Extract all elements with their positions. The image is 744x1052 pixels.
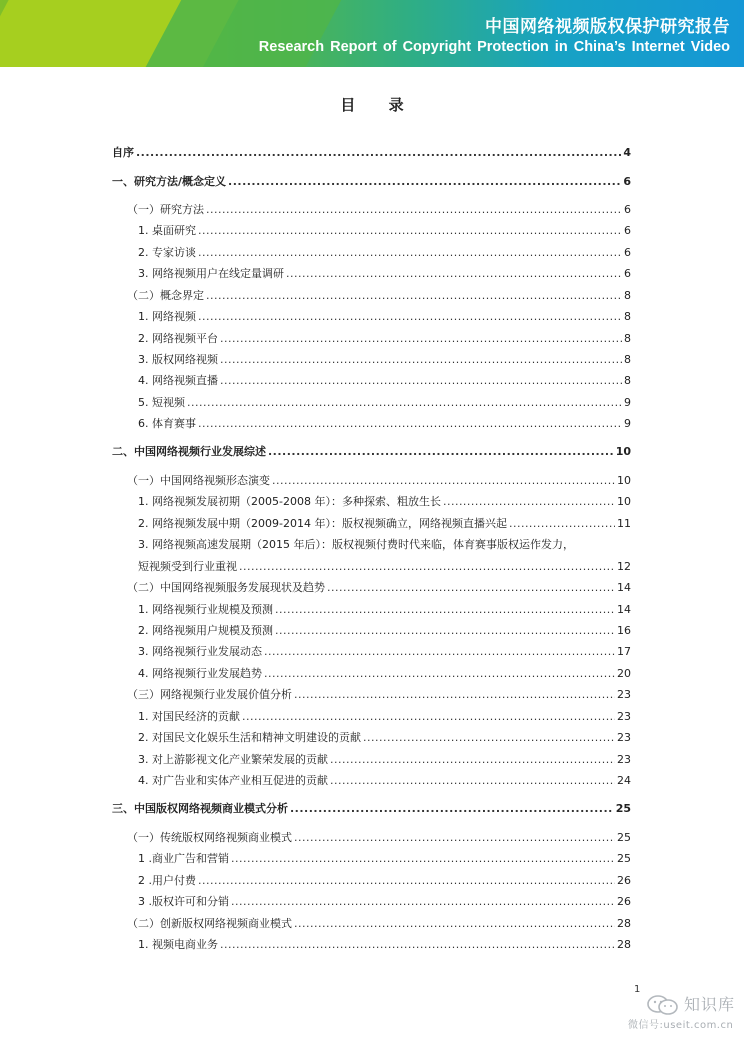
toc-leader-dots xyxy=(220,332,622,345)
report-title-en: Research Report of Copyright Protection in China’s Internet Video xyxy=(258,39,730,55)
toc-leader-dots xyxy=(294,831,615,844)
toc-entry-page: 4 xyxy=(623,146,631,159)
toc-entry-page: 17 xyxy=(617,645,631,658)
toc-entry-page: 14 xyxy=(617,581,631,594)
toc-entry-title: 3 .版权许可和分销 xyxy=(138,895,229,908)
toc-entry-page: 28 xyxy=(617,938,631,951)
toc-entry-title: 1. 网络视频 xyxy=(138,310,196,323)
toc-entry[interactable] xyxy=(112,601,631,617)
toc-entry-title: （一）中国网络视频形态演变 xyxy=(127,474,270,487)
toc-entry-page: 23 xyxy=(617,688,631,701)
toc-leader-dots xyxy=(136,146,621,159)
watermark-brand: 知识库 xyxy=(684,995,736,1014)
toc-entry-page: 20 xyxy=(617,667,631,680)
toc-entry-page: 6 xyxy=(624,224,631,237)
toc-entry[interactable] xyxy=(112,536,631,552)
toc-entry-title: 短视频受到行业重视 xyxy=(138,560,237,573)
toc-entry-page: 24 xyxy=(617,774,631,787)
toc-leader-dots xyxy=(275,603,615,616)
toc-entry-title: 2. 网络视频发展中期（2009-2014 年）：版权视频确立，网络视频直播兴起 xyxy=(138,517,507,530)
toc-leader-dots xyxy=(198,417,622,430)
toc-entry[interactable] xyxy=(112,144,631,160)
toc-entry-page: 26 xyxy=(617,895,631,908)
toc-entry[interactable] xyxy=(112,622,631,638)
toc-leader-dots xyxy=(206,203,622,216)
toc-entry-title: 1. 网络视频行业规模及预测 xyxy=(138,603,273,616)
toc-entry-page: 28 xyxy=(617,917,631,930)
toc-entry-page: 12 xyxy=(617,560,631,573)
toc-entry-title: 2. 专家访谈 xyxy=(138,246,196,259)
toc-leader-dots xyxy=(268,445,614,458)
toc-leader-dots xyxy=(206,289,622,302)
toc-entry-page: 11 xyxy=(617,517,631,530)
toc-entry-title: 3. 版权网络视频 xyxy=(138,353,218,366)
toc-leader-dots xyxy=(264,645,615,658)
toc-entry-title: （二）中国网络视频服务发展现状及趋势 xyxy=(127,581,325,594)
toc-entry[interactable] xyxy=(112,772,631,788)
toc-entry-title: 3. 网络视频用户在线定量调研 xyxy=(138,267,284,280)
toc-entry-page: 10 xyxy=(617,495,631,508)
toc-entry[interactable] xyxy=(112,308,631,324)
toc-entry[interactable] xyxy=(112,372,631,388)
toc-leader-dots xyxy=(509,517,615,530)
toc-entry-page: 10 xyxy=(617,474,631,487)
toc-leader-dots xyxy=(198,310,622,323)
toc-entry[interactable] xyxy=(112,751,631,767)
toc-entry-page: 8 xyxy=(624,374,631,387)
toc-entry-title: 2 .用户付费 xyxy=(138,874,196,887)
toc-leader-dots xyxy=(294,917,615,930)
toc-entry-page: 16 xyxy=(617,624,631,637)
toc-leader-dots xyxy=(290,802,614,815)
toc-entry[interactable] xyxy=(112,287,631,303)
toc-entry-title: 2. 网络视频用户规模及预测 xyxy=(138,624,273,637)
toc-entry-page: 10 xyxy=(615,445,631,458)
page-number: 1 xyxy=(634,984,641,995)
toc-entry-page: 26 xyxy=(617,874,631,887)
toc-entry[interactable] xyxy=(112,665,631,681)
toc-leader-dots xyxy=(275,624,615,637)
toc-entry[interactable] xyxy=(112,351,631,367)
toc-leader-dots xyxy=(220,374,622,387)
toc-entry-page: 25 xyxy=(617,831,631,844)
toc-entry[interactable] xyxy=(112,872,631,888)
toc-entry-page: 25 xyxy=(615,802,631,815)
toc-leader-dots xyxy=(220,353,622,366)
toc-entry-title: 4. 对广告业和实体产业相互促进的贡献 xyxy=(138,774,328,787)
toc-entry-page: 14 xyxy=(617,603,631,616)
toc-entry-page: 6 xyxy=(624,267,631,280)
toc-entry-title: 1. 视频电商业务 xyxy=(138,938,218,951)
toc-entry-title: 2. 对国民文化娱乐生活和精神文明建设的贡献 xyxy=(138,731,361,744)
toc-entry-title: 1. 网络视频发展初期（2005-2008 年）：多种探索、粗放生长 xyxy=(138,495,441,508)
toc-entry-title: 6. 体育赛事 xyxy=(138,417,196,430)
toc-leader-dots xyxy=(198,224,622,237)
toc-entry-title: 4. 网络视频直播 xyxy=(138,374,218,387)
toc-entry-page: 25 xyxy=(617,852,631,865)
toc-entry-title: 3. 网络视频行业发展动态 xyxy=(138,645,262,658)
toc-leader-dots xyxy=(239,560,615,573)
toc-leader-dots xyxy=(443,495,615,508)
toc-entry[interactable] xyxy=(112,800,631,816)
toc-leader-dots xyxy=(327,581,615,594)
toc-entry[interactable] xyxy=(112,265,631,281)
toc-entry[interactable] xyxy=(112,893,631,909)
toc-entry-page: 9 xyxy=(624,417,631,430)
toc-entry-title: （二）创新版权网络视频商业模式 xyxy=(127,917,292,930)
toc-entry[interactable] xyxy=(112,850,631,866)
header-banner xyxy=(0,0,744,67)
toc-entry[interactable] xyxy=(112,173,631,189)
toc-leader-dots xyxy=(294,688,615,701)
toc-entry-page: 8 xyxy=(624,332,631,345)
toc-entry[interactable] xyxy=(112,493,631,509)
toc-entry[interactable] xyxy=(112,330,631,346)
toc-entry-page: 23 xyxy=(617,710,631,723)
toc-entry-page: 8 xyxy=(624,289,631,302)
toc-entry-title: 3. 网络视频高速发展期（2015 年后）：版权视频付费时代来临，体育赛事版权运作发力， xyxy=(138,538,574,551)
toc-entry[interactable] xyxy=(112,936,631,952)
toc-entry-title: （一）传统版权网络视频商业模式 xyxy=(127,831,292,844)
toc-entry[interactable] xyxy=(112,222,631,238)
report-title-cn: 中国网络视频版权保护研究报告 xyxy=(485,17,730,37)
toc-leader-dots xyxy=(242,710,615,723)
toc-entry-title: 三、中国版权网络视频商业模式分析 xyxy=(112,802,288,815)
toc-entry-page: 23 xyxy=(617,753,631,766)
toc-leader-dots xyxy=(363,731,615,744)
toc-entry[interactable] xyxy=(112,829,631,845)
toc-leader-dots xyxy=(228,175,621,188)
toc-entry-page: 8 xyxy=(624,310,631,323)
toc-entry-title: 5. 短视频 xyxy=(138,396,185,409)
toc-entry[interactable] xyxy=(112,472,631,488)
watermark xyxy=(626,990,740,1034)
toc-heading: 目 录 xyxy=(340,96,418,114)
toc-entry-page: 6 xyxy=(623,175,631,188)
toc-entry-title: 3. 对上游影视文化产业繁荣发展的贡献 xyxy=(138,753,328,766)
toc-entry[interactable] xyxy=(112,915,631,931)
toc-leader-dots xyxy=(330,774,615,787)
wechat-icon xyxy=(646,994,680,1016)
toc-leader-dots xyxy=(220,938,615,951)
toc-leader-dots xyxy=(272,474,615,487)
toc-entry-title: （三）网络视频行业发展价值分析 xyxy=(127,688,292,701)
toc-entry-title: 1. 桌面研究 xyxy=(138,224,196,237)
toc-entry-page: 23 xyxy=(617,731,631,744)
toc-entry[interactable] xyxy=(112,558,631,574)
toc-leader-dots xyxy=(231,852,615,865)
toc-leader-dots xyxy=(187,396,622,409)
toc-entry[interactable] xyxy=(112,643,631,659)
toc-entry-title: 2. 网络视频平台 xyxy=(138,332,218,345)
toc-entry[interactable] xyxy=(112,729,631,745)
toc-entry-title: 1 .商业广告和营销 xyxy=(138,852,229,865)
toc-entry-page: 8 xyxy=(624,353,631,366)
toc-entry-page: 9 xyxy=(624,396,631,409)
toc-entry[interactable] xyxy=(112,708,631,724)
toc-entry-title: 4. 网络视频行业发展趋势 xyxy=(138,667,262,680)
watermark-url: 微信号:useit.com.cn xyxy=(628,1020,734,1031)
toc-entry-title: （二）概念界定 xyxy=(127,289,204,302)
toc-entry-title: 自序 xyxy=(112,146,134,159)
toc-entry[interactable] xyxy=(112,686,631,702)
toc-entry[interactable] xyxy=(112,579,631,595)
toc-entry-title: 一、研究方法/概念定义 xyxy=(112,175,227,188)
toc-entry[interactable] xyxy=(112,244,631,260)
toc-entry[interactable] xyxy=(112,394,631,410)
toc-entry[interactable] xyxy=(112,201,631,217)
toc-entry-title: 二、中国网络视频行业发展综述 xyxy=(112,445,266,458)
toc-entry[interactable] xyxy=(112,443,631,459)
toc-entry-title: 1. 对国民经济的贡献 xyxy=(138,710,240,723)
toc-entry[interactable] xyxy=(112,415,631,431)
toc-leader-dots xyxy=(198,874,615,887)
toc-leader-dots xyxy=(264,667,615,680)
toc-entry-title: （一）研究方法 xyxy=(127,203,204,216)
toc-leader-dots xyxy=(286,267,622,280)
toc-entry-page: 6 xyxy=(624,246,631,259)
toc-leader-dots xyxy=(231,895,615,908)
toc-leader-dots xyxy=(330,753,615,766)
toc-entry-page: 6 xyxy=(624,203,631,216)
toc-entry[interactable] xyxy=(112,515,631,531)
toc-leader-dots xyxy=(198,246,622,259)
